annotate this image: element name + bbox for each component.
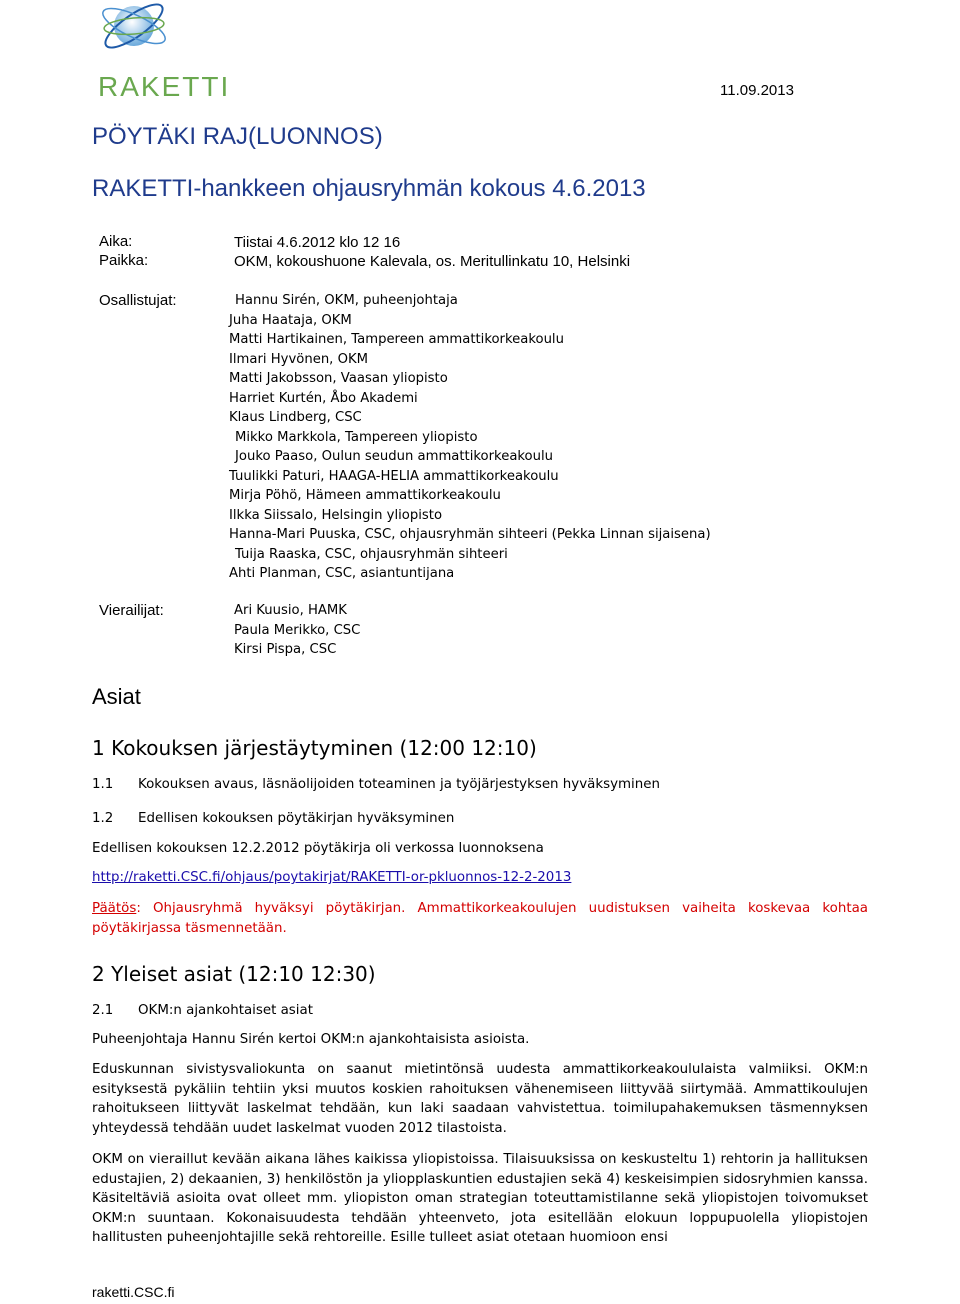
participant: Matti Hartikainen, Tampereen ammattikorkeakoulu: [229, 332, 564, 347]
label-aika: Aika:: [99, 233, 133, 250]
label-paikka: Paikka:: [99, 252, 149, 269]
participant: Mirja Pöhö, Hämeen ammattikorkeakoulu: [229, 488, 501, 503]
document-subtitle: RAKETTI-hankkeen ohjausryhmän kokous 4.6.2013: [92, 175, 646, 202]
document-date: 11.09.2013: [720, 82, 794, 99]
subheading-number: 1.2: [92, 811, 114, 826]
participant: Tuija Raaska, CSC, ohjausryhmän sihteeri: [235, 546, 508, 562]
participant: Juha Haataja, OKM: [229, 312, 352, 328]
decision-text: : Ohjausryhmä hyväksyi pöytäkirjan. Ammattikorkeakoulujen uudistuksen vaiheita koskevaa kohtaa pöytäkirjassa täsmennetään.: [92, 901, 868, 936]
participant: Ilmari Hyvönen, OKM: [229, 351, 368, 367]
paragraph-1: Puheenjohtaja Hannu Sirén kertoi OKM:n ajankohtaisista asioista.: [92, 1032, 530, 1047]
participant: Ahti Planman, CSC, asiantuntijana: [229, 566, 455, 581]
footer-site: raketti.CSC.fi: [92, 1284, 175, 1300]
raketti-logo-graphic: [90, 0, 255, 100]
label-osallistujat: Osallistujat:: [99, 292, 177, 309]
subheading-title: Kokouksen avaus, läsnäolijoiden toteaminen ja työjärjestyksen hyväksyminen: [138, 777, 660, 792]
minutes-link[interactable]: http://raketti.CSC.fi/ohjaus/poytakirjat/RAKETTI-or-pkluonnos-12-2-2013: [92, 870, 572, 885]
participants-list: [229, 291, 711, 584]
participant: Matti Jakobsson, Vaasan yliopisto: [229, 371, 448, 386]
visitor: Ari Kuusio, HAMK: [234, 603, 347, 618]
heading-section-1: 1 Kokouksen järjestäytyminen (12:00 12:10): [92, 736, 537, 760]
paragraph-2: Eduskunnan sivistysvaliokunta on saanut mietintönsä uudesta ammattikorkeakoululaista valmiiksi. OKM:n esityksestä pykäliin tehtiin yksi muutos koskien rahoituksen vähenemiseen liittyvää siirtymää. Ammattikoulujen rahoitukseen liittyvät laskelmat tehdään, kun laki saadaan vahvistettua. toimilupahakemuksen täsmennyksen yhteydessä tehdään uudet laskelmat vuoden 2012 tilastoista.: [92, 1062, 868, 1136]
subheading-title: Edellisen kokouksen pöytäkirjan hyväksyminen: [138, 811, 455, 826]
participant: Ilkka Siissalo, Helsingin yliopisto: [229, 507, 443, 523]
visitors-list: [234, 601, 360, 660]
raketti-logo: [90, 0, 255, 100]
paragraph-3: OKM on vieraillut kevään aikana lähes kaikissa yliopistoissa. Tilaisuuksissa on keskusteltu 1) rehtorin ja hallituksen edustajien, 2) dekaanien, 3) henkilöstön ja yliopplaskuntien edustajien sekä 4) keskeisimpien sidosryhmien kanssa. Käsiteltäviä asioita ovat olleet mm. yliopiston oman strategian toteuttamistilanne sekä yliopistojen toivomukset OKM:n suuntaan. Kokonaisuudesta tehdään yhteenveto, jota esitellään elokuun loppupuolella yliopistojen hallitusten puheenjohtajille sekä rehtoreille. Esille tulleet asiat otetaan huomioon ensi: [92, 1152, 868, 1246]
subheading-1-2: [92, 811, 454, 826]
visitor: Paula Merikko, CSC: [234, 622, 361, 638]
value-aika: Tiistai 4.6.2012 klo 12 16: [234, 234, 401, 251]
participant: Harriet Kurtén, Åbo Akademi: [229, 390, 418, 406]
participant: Hannu Sirén, OKM, puheenjohtaja: [235, 293, 458, 308]
visitor: Kirsi Pispa, CSC: [234, 642, 337, 657]
document-title: PÖYTÄKI RAJ(LUONNOS): [92, 123, 383, 150]
subheading-number: 2.1: [92, 1003, 114, 1018]
label-vierailijat: Vierailijat:: [99, 602, 164, 619]
participant: Jouko Paaso, Oulun seudun ammattikorkeakoulu: [235, 449, 554, 464]
participant: Klaus Lindberg, CSC: [229, 410, 362, 425]
decision-paragraph: [92, 899, 868, 938]
decision-label: Päätös: [92, 901, 137, 916]
participant: Hanna-Mari Puuska, CSC, ohjausryhmän sihteeri (Pekka Linnan sijaisena): [229, 527, 711, 542]
subheading-number: 1.1: [92, 777, 114, 792]
previous-minutes-text: Edellisen kokouksen 12.2.2012 pöytäkirja oli verkossa luonnoksena: [92, 841, 544, 856]
subheading-2-1: [92, 1003, 313, 1018]
participant: Tuulikki Paturi, HAAGA-HELIA ammattikorkeakoulu: [229, 468, 559, 484]
subheading-title: OKM:n ajankohtaiset asiat: [138, 1003, 313, 1018]
section-asiat: Asiat: [92, 684, 141, 709]
participant: Mikko Markkola, Tampereen yliopisto: [235, 429, 478, 445]
value-paikka: OKM, kokoushuone Kalevala, os. Meritullinkatu 10, Helsinki: [234, 253, 631, 270]
logo-text: RAKETTI: [98, 71, 231, 100]
minutes-link-line: [92, 870, 571, 885]
heading-section-2: 2 Yleiset asiat (12:10 12:30): [92, 962, 376, 986]
subheading-1-1: [92, 777, 660, 792]
